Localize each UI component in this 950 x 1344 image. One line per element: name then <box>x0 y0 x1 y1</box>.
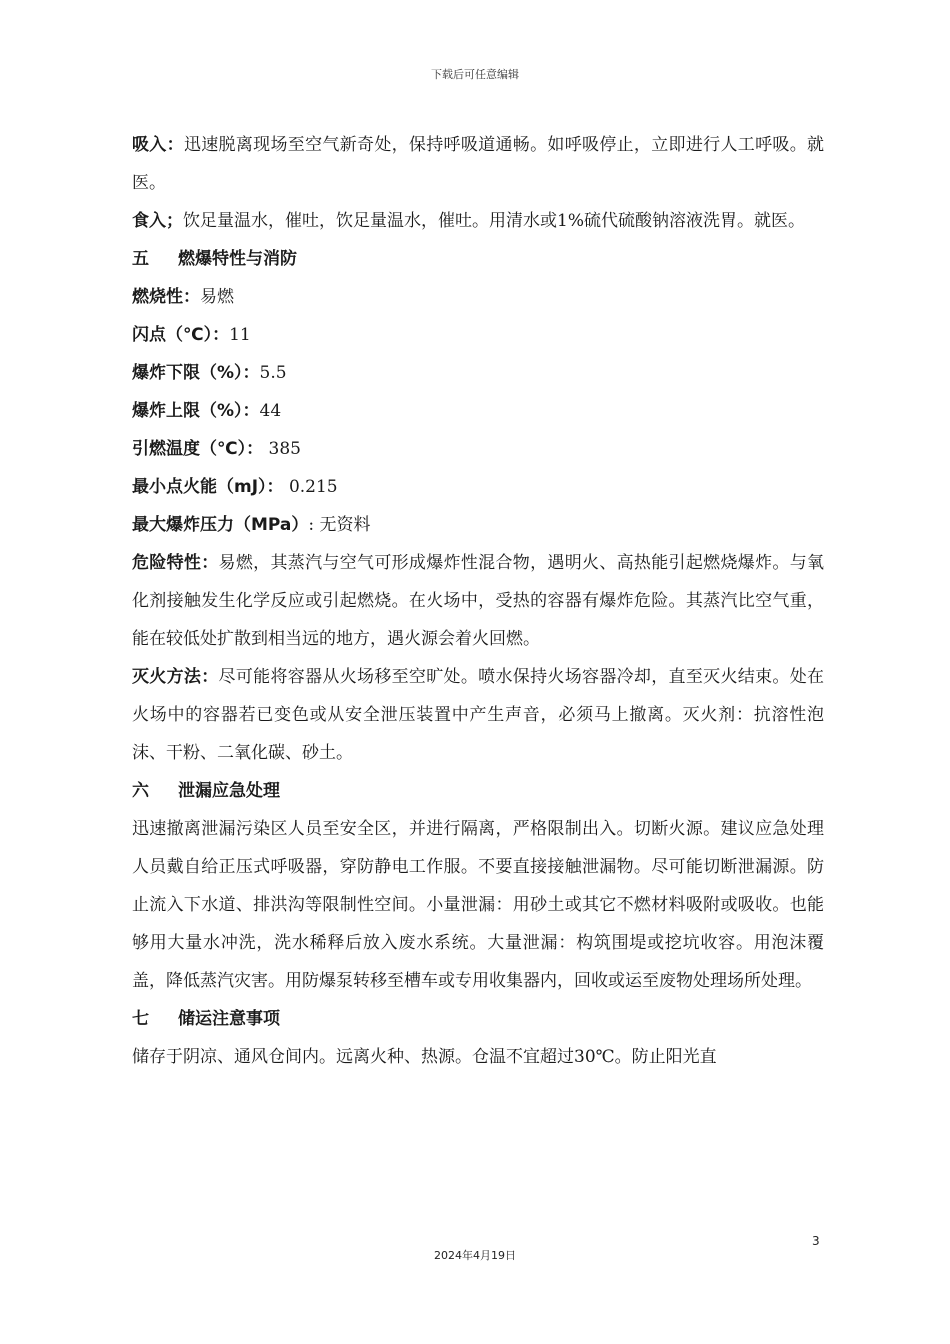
min-ignition-energy-label: 最小点火能（mJ）： <box>132 477 284 497</box>
upper-explosive-limit-row <box>132 392 824 430</box>
inhalation-label: 吸入： <box>132 135 184 155</box>
ingestion-label: 食入； <box>132 211 183 231</box>
document-body <box>132 126 824 1076</box>
firefighting-text: 尽可能将容器从火场移至空旷处。喷水保持火场容器冷却，直至灭火结束。处在火场中的容器若已变色或从安全泄压装置中产生声音，必须马上撤离。灭火剂：抗溶性泡沫、干粉、二氧化碳、砂土。 <box>132 667 825 763</box>
section-7-number: 七 <box>132 1009 149 1029</box>
ignition-temperature-row <box>132 430 824 468</box>
max-explosion-pressure-label: 最大爆炸压力（MPa） <box>132 515 309 535</box>
hazard-paragraph <box>132 544 824 658</box>
firefighting-paragraph <box>132 658 824 772</box>
max-explosion-pressure-value: : 无资料 <box>308 515 371 535</box>
hazard-text: 易燃，其蒸汽与空气可形成爆炸性混合物，遇明火、高热能引起燃烧爆炸。与氧化剂接触发生化学反应或引起燃烧。在火场中，受热的容器有爆炸危险。其蒸汽比空气重，能在较低处扩散到相当远的地方，遇火源会着火回燃。 <box>132 553 825 649</box>
lower-explosive-limit-row <box>132 354 824 392</box>
section-6-number: 六 <box>132 781 149 801</box>
ignition-temperature-value: 385 <box>263 439 301 459</box>
page-footer-date: 2024年4月19日 <box>434 1249 516 1262</box>
section-5-title: 燃爆特性与消防 <box>178 249 297 269</box>
min-ignition-energy-value: 0.215 <box>283 477 338 497</box>
flammability-value: 易燃 <box>200 287 234 307</box>
leak-response-paragraph: 迅速撤离泄漏污染区人员至安全区，并进行隔离，严格限制出入。切断火源。建议应急处理人员戴自给正压式呼吸器，穿防静电工作服。不要直接接触泄漏物。尽可能切断泄漏源。防止流入下水道、排洪沟等限制性空间。小量泄漏：用砂土或其它不燃材料吸附或吸收。也能够用大量水冲洗，洗水稀释后放入废水系统。大量泄漏：构筑围堤或挖坑收容。用泡沫覆盖，降低蒸汽灾害。用防爆泵转移至槽车或专用收集器内，回收或运至废物处理场所处理。 <box>132 819 824 991</box>
flash-point-value: 11 <box>229 325 251 345</box>
flash-point-row <box>132 316 824 354</box>
section-5-number: 五 <box>132 249 149 269</box>
upper-explosive-limit-value: 44 <box>259 401 282 421</box>
hazard-label: 危险特性： <box>132 553 219 573</box>
section-5-heading <box>132 240 824 278</box>
section-6-heading <box>132 772 824 810</box>
page-number: 3 <box>812 1234 820 1248</box>
flammability-row <box>132 278 824 316</box>
section-7-heading <box>132 1000 824 1038</box>
page-header: 下载后可任意编辑 <box>431 68 519 81</box>
inhalation-text: 迅速脱离现场至空气新奇处，保持呼吸道通畅。如呼吸停止，立即进行人工呼吸。就医。 <box>132 135 825 193</box>
ingestion-text: 饮足量温水，催吐，饮足量温水，催吐。用清水或1%硫代硫酸钠溶液洗胃。就医。 <box>183 211 805 231</box>
ingestion-paragraph <box>132 202 824 240</box>
inhalation-paragraph <box>132 126 824 202</box>
flash-point-label: 闪点（℃）： <box>132 325 230 345</box>
lower-explosive-limit-label: 爆炸下限（%）： <box>132 363 260 383</box>
section-7-title: 储运注意事项 <box>178 1009 280 1029</box>
storage-paragraph: 储存于阴凉、通风仓间内。远离火种、热源。仓温不宜超过30℃。防止阳光直 <box>132 1047 717 1067</box>
flammability-label: 燃烧性： <box>132 287 200 307</box>
max-explosion-pressure-row <box>132 506 824 544</box>
upper-explosive-limit-label: 爆炸上限（%）： <box>132 401 260 421</box>
firefighting-label: 灭火方法： <box>132 667 219 687</box>
lower-explosive-limit-value: 5.5 <box>259 363 287 383</box>
section-6-title: 泄漏应急处理 <box>178 781 280 801</box>
ignition-temperature-label: 引燃温度（℃）： <box>132 439 264 459</box>
min-ignition-energy-row <box>132 468 824 506</box>
